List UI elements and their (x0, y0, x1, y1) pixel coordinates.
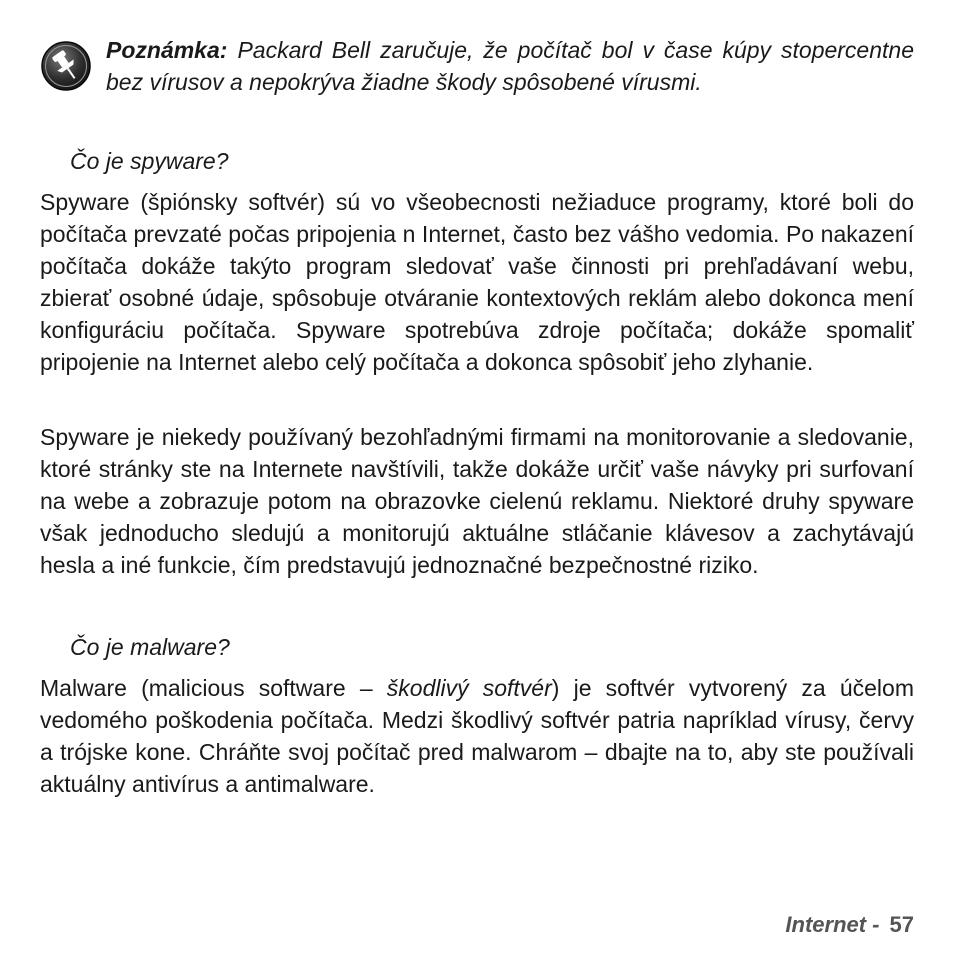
page-number: 57 (889, 912, 914, 937)
heading-malware: Čo je malware? (70, 634, 230, 660)
pushpin-note-icon (40, 40, 92, 92)
paragraph-spyware-2: Spyware je niekedy používaný bezohľadnými firmami na monitorovanie a sledovanie, ktoré stránky ste na Internete navštívili, takže dokáže určiť vaše návyky pri surfovaní na webe a zobrazuje potom na obrazovke cielenú reklamu. Niektoré druhy spyware však jednoducho sledujú a monitorujú aktuálne stláčanie klávesov a zachytávajú hesla a iné funkcie, čím predstavujú jednoznačné bezpečnostné riziko. (40, 424, 914, 578)
note-text (106, 34, 914, 98)
page-footer (785, 912, 914, 938)
paragraph-malware (40, 672, 914, 800)
heading-spyware: Čo je spyware? (70, 148, 229, 174)
malware-text-end: ) je softvér vytvorený za účelom vedomého poškodenia počítača. Medzi škodlivý softvér patria napríklad vírusy, červy a trójske kone. Chráňte svoj počítač pred malwarom – dbajte na to, aby ste používali aktuálny antivírus a antimalware. (40, 675, 914, 797)
malware-text-start: Malware (malicious software – (40, 675, 387, 701)
malware-text-italic: škodlivý softvér (386, 675, 552, 701)
note-label: Poznámka: (106, 37, 228, 63)
paragraph-spyware-1: Spyware (špiónsky softvér) sú vo všeobecnosti nežiaduce programy, ktoré boli do počítača prevzaté počas pripojenia n Internet, často bez vášho vedomia. Po nakazení počítača dokáže takýto program sledovať vaše činnosti pri prehľadávaní webu, zbierať osobné údaje, spôsobuje otváranie kontextových reklám alebo dokonca mení konfiguráciu počítača. Spyware spotrebúva zdroje počítača; dokáže spomaliť pripojenie na Internet alebo celý počítača a dokonca spôsobiť jeho zlyhanie. (40, 189, 914, 375)
note-box (40, 34, 914, 98)
note-body: Packard Bell zaručuje, že počítač bol v čase kúpy stopercentne bez vírusov a nepokrýva žiadne škody spôsobené vírusmi. (106, 37, 914, 95)
footer-section-label: Internet - (785, 912, 880, 937)
